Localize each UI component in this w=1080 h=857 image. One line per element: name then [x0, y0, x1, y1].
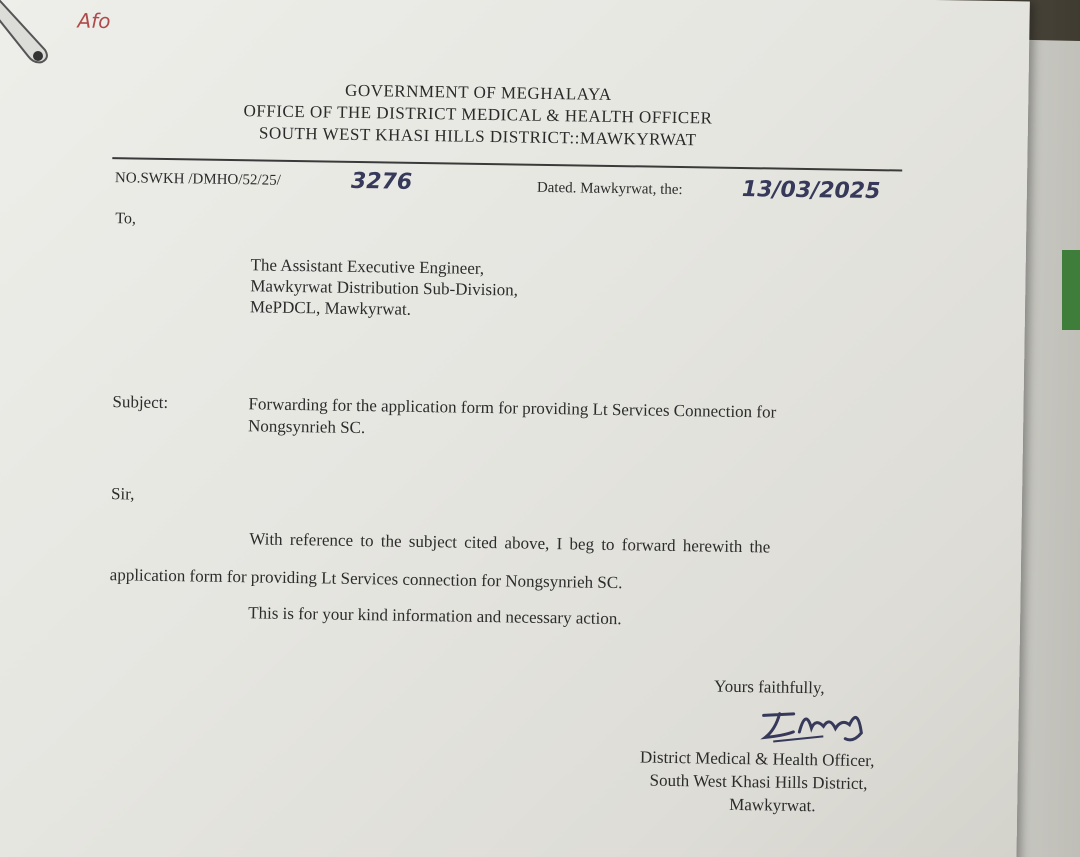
designation-line-3: Mawkyrwat. [729, 794, 816, 816]
letterhead-government: GOVERNMENT OF MEGHALAYA [344, 80, 612, 104]
subject-line-1: Forwarding for the application form for providing Lt Services Connection for [248, 394, 777, 422]
to-label: To, [115, 210, 137, 228]
letterhead-district: SOUTH WEST KHASI HILLS DISTRICT::MAWKYRWAT [258, 123, 697, 150]
header-divider [112, 157, 902, 171]
reference-number: NO.SWKH /DMHO/52/25/ [114, 170, 281, 189]
addressee-line-3: MePDCL, Mawkyrwat. [249, 297, 412, 319]
body-paragraph-1-line-2: application form for providing Lt Services connection for Nongsynrieh SC. [109, 565, 623, 593]
pen-object [0, 0, 70, 85]
dated-label: Dated. Mawkyrwat, the: [536, 179, 683, 199]
valediction: Yours faithfully, [713, 676, 825, 698]
addressee-line-1: The Assistant Executive Engineer, [250, 255, 485, 278]
salutation: Sir, [110, 484, 135, 504]
designation-line-2: South West Khasi Hills District, [649, 770, 868, 794]
background-object [1062, 250, 1080, 330]
subject-line-2: Nongsynrieh SC. [247, 416, 366, 438]
date-handwritten: 13/03/2025 [741, 176, 881, 205]
letterhead-office: OFFICE OF THE DISTRICT MEDICAL & HEALTH OFFICER [243, 101, 713, 128]
signature [753, 697, 884, 749]
body-paragraph-2: This is for your kind information and necessary action. [248, 603, 622, 629]
designation-line-1: District Medical & Health Officer, [639, 747, 875, 771]
reference-number-handwritten: 3276 [350, 168, 413, 195]
body-paragraph-1-line-1: With reference to the subject cited above, I beg to forward herewith the [249, 529, 771, 557]
margin-mark: Afo [77, 8, 111, 34]
subject-label: Subject: [112, 392, 169, 413]
addressee-line-2: Mawkyrwat Distribution Sub-Division, [250, 276, 519, 300]
